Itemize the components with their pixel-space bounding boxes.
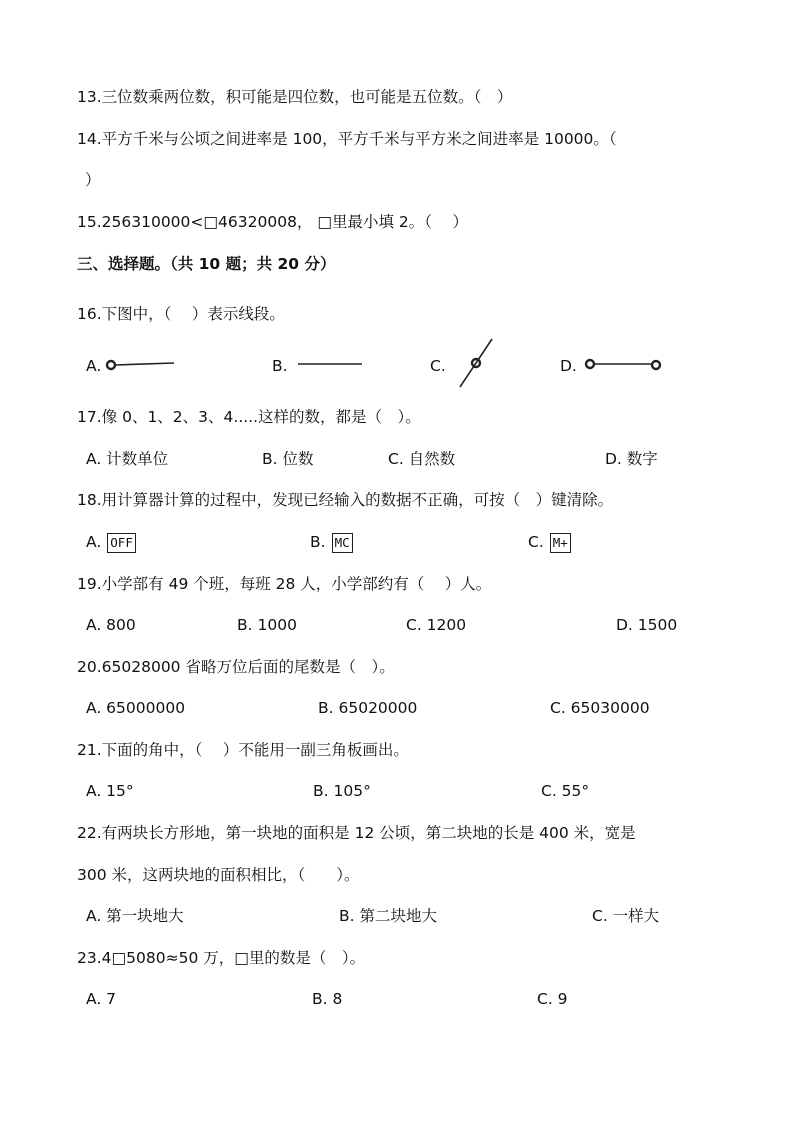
option-b: B. 65020000: [318, 699, 418, 717]
option-c: [528, 532, 571, 553]
option-b: [310, 532, 353, 553]
straight-line-figure-b: [296, 355, 366, 375]
option-b: B. 8: [312, 990, 343, 1008]
question-14-text: 14.平方千米与公顷之间进率是 100，平方千米与平方米之间进率是 10000。（: [77, 130, 617, 148]
question-18-text: 18.用计算器计算的过程中，发现已经输入的数据不正确，可按（ ）键清除。: [77, 491, 614, 509]
option-b: B. 位数: [262, 450, 314, 468]
crossing-ray-figure-c: [456, 336, 496, 390]
option-c: C. 9: [537, 990, 568, 1008]
question-20-text: 20.65028000 省略万位后面的尾数是（ ）。: [77, 658, 395, 676]
option-b-label: B.: [310, 533, 326, 551]
question-15-text: 15.256310000<□46320008， □里最小填 2。（ ）: [77, 213, 468, 231]
option-a-label: A.: [86, 357, 102, 375]
option-b: B. 1000: [237, 616, 297, 634]
option-a: A. 7: [86, 990, 117, 1008]
option-c: C. 一样大: [592, 907, 660, 925]
option-a: A. 65000000: [86, 699, 186, 717]
question-22-text: 22.有两块长方形地，第一块地的面积是 12 公顷，第二块地的长是 400 米，宽是: [77, 824, 636, 842]
option-a: A. 计数单位: [86, 450, 169, 468]
mc-key-icon: MC: [332, 533, 353, 553]
option-c: C. 55°: [541, 782, 590, 800]
option-b: B. 105°: [313, 782, 371, 800]
option-a: [86, 532, 136, 553]
question-22-continuation: 300 米，这两块地的面积相比，（ ）。: [77, 866, 360, 884]
question-16-text: 16.下图中，（ ）表示线段。: [77, 305, 285, 323]
option-b-label: B.: [272, 357, 288, 375]
m-plus-key-icon: M+: [550, 533, 571, 553]
question-13-text: 13.三位数乘两位数，积可能是四位数，也可能是五位数。（ ）: [77, 88, 513, 106]
off-key-icon: OFF: [107, 533, 136, 553]
question-21-text: 21.下面的角中，（ ）不能用一副三角板画出。: [77, 741, 409, 759]
option-d: D. 数字: [605, 450, 658, 468]
section-3-heading: 三、选择题。（共 10 题；共 20 分）: [77, 255, 336, 273]
option-c: C. 自然数: [388, 450, 456, 468]
option-b: B. 第二块地大: [339, 907, 437, 925]
option-a: A. 15°: [86, 782, 134, 800]
option-d: D. 1500: [616, 616, 678, 634]
question-17-text: 17.像 0、1、2、3、4.....这样的数，都是（ ）。: [77, 408, 421, 426]
option-a: A. 第一块地大: [86, 907, 184, 925]
line-segment-figure-d: [582, 355, 666, 375]
question-14-continuation: ）: [85, 171, 101, 189]
option-a: A. 800: [86, 616, 136, 634]
option-d-label: D.: [560, 357, 577, 375]
option-c: C. 65030000: [550, 699, 650, 717]
ray-figure-a: [104, 355, 178, 375]
option-c-label: C.: [528, 533, 544, 551]
option-c: C. 1200: [406, 616, 467, 634]
option-c-label: C.: [430, 357, 446, 375]
question-23-text: 23.4□5080≈50 万，□里的数是（ ）。: [77, 949, 366, 967]
option-a-label: A.: [86, 533, 102, 551]
question-19-text: 19.小学部有 49 个班，每班 28 人，小学部约有（ ）人。: [77, 575, 492, 593]
